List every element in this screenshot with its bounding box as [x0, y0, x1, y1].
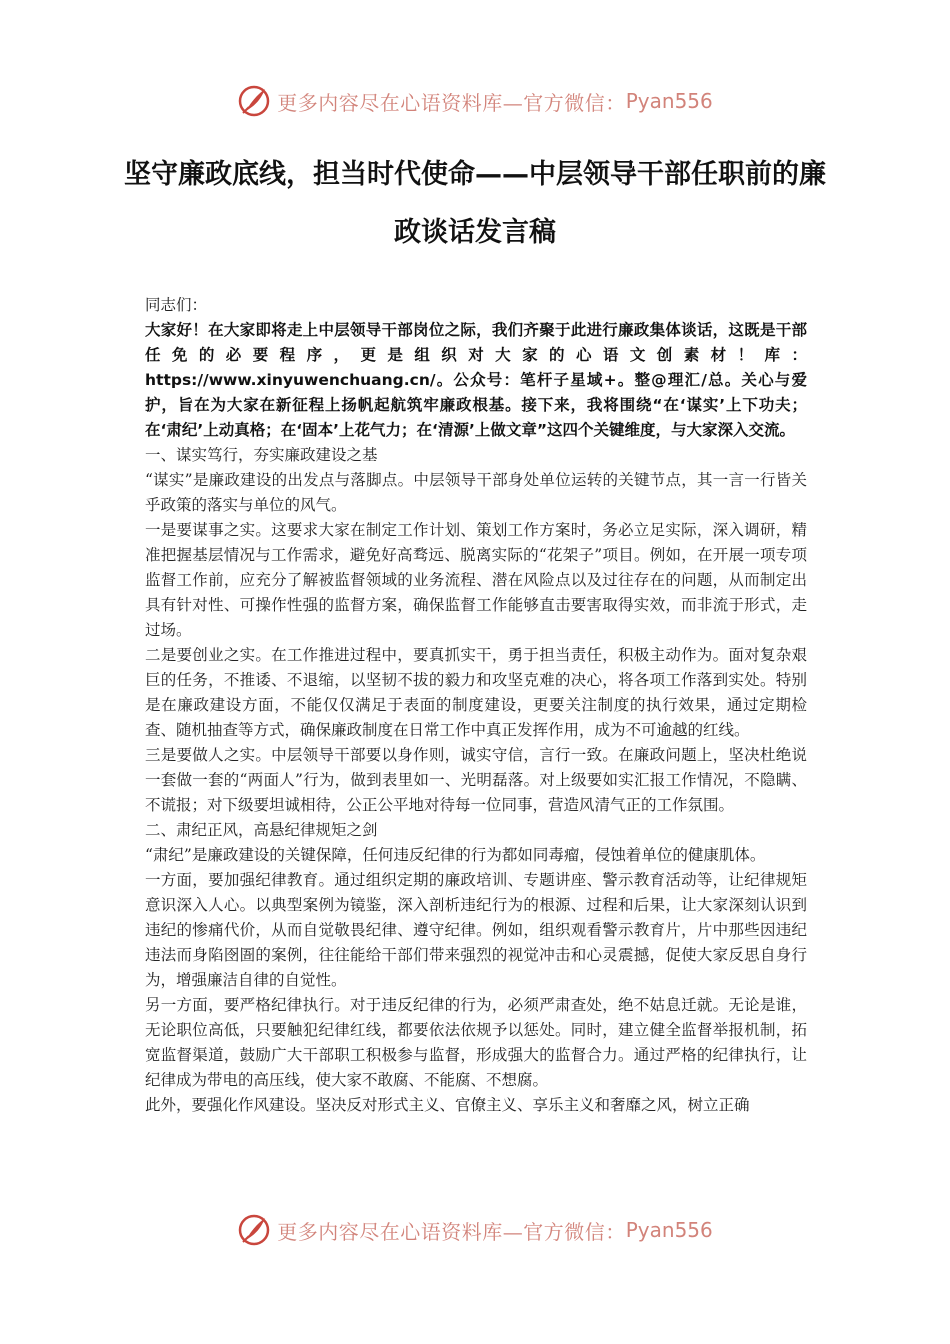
footer-banner[interactable] [0, 1212, 950, 1248]
paragraph: 同志们： [145, 296, 208, 314]
quill-logo-icon [237, 1213, 271, 1247]
paragraph: 二是要创业之实。在工作推进过程中，要真抓实干，勇于担当责任，积极主动作为。面对复杂艰巨的任务，不推诿、不退缩，以坚韧不拔的毅力和攻坚克难的决心，将各项工作落到实处。特别是在廉政建设方面，不能仅仅满足于表面的制度建设，更要关注制度的执行效果，通过定期检查、随机抽查等方式，确保廉政制度在日常工作中真正发挥作用，成为不可逾越的红线。 [145, 646, 807, 739]
document-body [145, 293, 807, 1118]
banner-text: 更多内容尽在心语资料库—官方微信： [277, 1219, 626, 1244]
paragraph: 一、谋实笃行，夯实廉政建设之基 [145, 446, 378, 464]
quill-logo-icon [237, 84, 271, 118]
banner-handle: Pyan556 [625, 89, 713, 113]
banner-handle: Pyan556 [625, 1218, 713, 1242]
paragraph: 一方面，要加强纪律教育。通过组织定期的廉政培训、专题讲座、警示教育活动等，让纪律规矩意识深入人心。以典型案例为镜鉴，深入剖析违纪行为的根源、过程和后果，让大家深刻认识到违纪的惨痛代价，从而自觉敬畏纪律、遵守纪律。例如，组织观看警示教育片，片中那些因违纪违法而身陷囹圄的案例，往往能给干部们带来强烈的视觉冲击和心灵震撼，促使大家反思自身行为，增强廉洁自律的自觉性。 [145, 871, 807, 989]
header-banner[interactable] [0, 83, 950, 119]
paragraph: 三是要做人之实。中层领导干部要以身作则，诚实守信，言行一致。在廉政问题上，坚决杜绝说一套做一套的“两面人”行为，做到表里如一、光明磊落。对上级要如实汇报工作情况，不隐瞒、不谎报；对下级要坦诚相待，公正公平地对待每一位同事，营造风清气正的工作氛围。 [145, 746, 807, 814]
paragraph: “谋实”是廉政建设的出发点与落脚点。中层领导干部身处单位运转的关键节点，其一言一行皆关乎政策的落实与单位的风气。 [145, 471, 807, 514]
paragraph: “肃纪”是廉政建设的关键保障，任何违反纪律的行为都如同毒瘤，侵蚀着单位的健康肌体。 [145, 846, 766, 864]
paragraph: 大家好！在大家即将走上中层领导干部岗位之际，我们齐聚于此进行廉政集体谈话，这既是干部任免的必要程序，更是组织对大家的心语文创素材！库：https://www.xinyuwenchuang.cn/。公众号：笔杆子星域+。整@理汇/总。关心与爱护，旨在为大家在新征程上扬帆起航筑牢廉政根基。接下来，我将围绕“在‘谋实’上下功夫；在‘肃纪’上动真格；在‘固本’上花气力；在‘清源’上做文章”这四个关键维度，与大家深入交流。 [145, 321, 807, 439]
paragraph: 一是要谋事之实。这要求大家在制定工作计划、策划工作方案时，务必立足实际，深入调研，精准把握基层情况与工作需求，避免好高骛远、脱离实际的“花架子”项目。例如，在开展一项专项监督工作前，应充分了解被监督领域的业务流程、潜在风险点以及过往存在的问题，从而制定出具有针对性、可操作性强的监督方案，确保监督工作能够直击要害取得实效，而非流于形式，走过场。 [145, 521, 807, 639]
paragraph: 二、肃纪正风，高悬纪律规矩之剑 [145, 821, 378, 839]
paragraph: 此外，要强化作风建设。坚决反对形式主义、官僚主义、享乐主义和奢靡之风，树立正确 [145, 1096, 750, 1114]
paragraph: 另一方面，要严格纪律执行。对于违反纪律的行为，必须严肃查处，绝不姑息迁就。无论是谁，无论职位高低，只要触犯纪律红线，都要依法依规予以惩处。同时，建立健全监督举报机制，拓宽监督渠道，鼓励广大干部职工积极参与监督，形成强大的监督合力。通过严格的纪律执行，让纪律成为带电的高压线，使大家不敢腐、不能腐、不想腐。 [145, 996, 807, 1089]
banner-text: 更多内容尽在心语资料库—官方微信： [277, 90, 626, 115]
page-title: 坚守廉政底线，担当时代使命——中层领导干部任职前的廉政谈话发言稿 [124, 159, 826, 248]
